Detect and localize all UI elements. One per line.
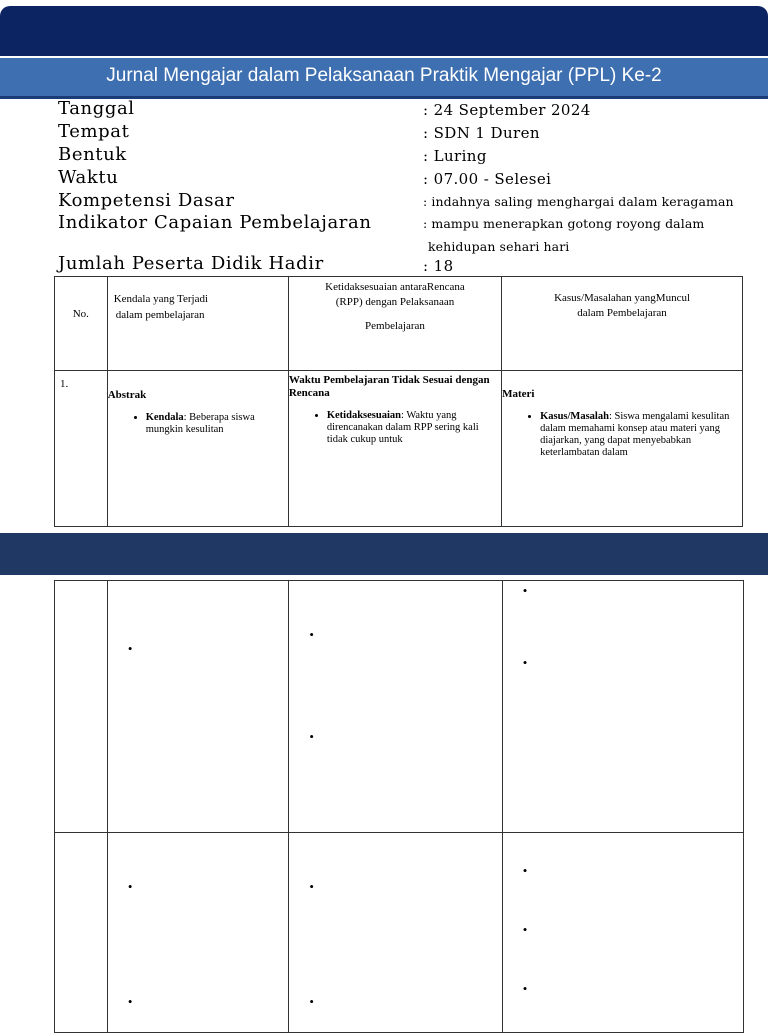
header-ketidaksesuaian: [288, 277, 501, 371]
jumlah-label: Jumlah Peserta Didik Hadir: [58, 253, 324, 274]
page-title: Jurnal Mengajar dalam Pelaksanaan Praktik Mengajar (PPL) Ke-2: [106, 65, 662, 86]
bullet-icon: •: [127, 879, 133, 894]
journal-table-continued: [54, 580, 744, 1033]
title-bar: [0, 58, 768, 99]
header-kasus-line2: dalam Pembelajaran: [577, 307, 667, 319]
tanggal-label: Tanggal: [58, 98, 135, 119]
bullet-icon: •: [522, 863, 528, 878]
row1-ketidak-title: Waktu Pembelajaran Tidak Sesuai dengan Rencana: [288, 374, 490, 399]
bullet-icon: •: [309, 994, 314, 1009]
row3-kendala: [107, 833, 288, 1033]
header-ketidak-line1: Ketidaksesuaian antaraRencana: [325, 281, 465, 293]
row2-kendala: [107, 581, 288, 833]
table-row: [55, 371, 743, 527]
kompetensi-label: Kompetensi Dasar: [58, 190, 235, 211]
row2-kasus: [502, 581, 743, 833]
bentuk-value: : Luring: [423, 147, 487, 165]
header-kendala-line1: Kendala yang Terjadi: [113, 293, 209, 305]
bullet-icon: •: [309, 627, 314, 642]
row1-kendala-title: Abstrak: [107, 389, 147, 401]
top-banner: [0, 6, 768, 56]
indikator-value-line2: kehidupan sehari hari: [428, 239, 570, 254]
table-row: [55, 581, 744, 833]
tempat-label: Tempat: [58, 121, 130, 142]
kompetensi-value: : indahnya saling menghargai dalam keragaman: [423, 194, 734, 209]
header-ketidak-line2: (RPP) dengan Pelaksanaan: [335, 296, 455, 308]
row1-ketidaksesuaian: [288, 371, 501, 527]
bullet-icon: •: [309, 729, 314, 744]
bullet-icon: •: [522, 981, 528, 996]
row1-kendala-item: • Kendala: Beberapa siswa mungkin kesulitan: [146, 412, 282, 436]
waktu-value: : 07.00 - Selesei: [423, 170, 552, 188]
header-kasus-line1: Kasus/Masalahan yangMuncul: [554, 292, 691, 304]
row1-ketidak-item: • Ketidaksesuaian: Waktu yang direncanakan dalam RPP sering kali tidak cukup untuk: [327, 410, 493, 446]
tanggal-value: : 24 September 2024: [423, 101, 591, 119]
table-row: [55, 833, 744, 1033]
bullet-icon: •: [522, 655, 528, 670]
bullet-icon: •: [522, 583, 528, 598]
header-no: No.: [55, 277, 108, 371]
row3-no: [55, 833, 108, 1033]
tempat-value: : SDN 1 Duren: [423, 124, 540, 142]
bullet-icon: •: [309, 879, 314, 894]
bentuk-label: Bentuk: [58, 144, 127, 165]
row1-kasus-title: Materi: [502, 388, 535, 400]
table-header-row: [55, 277, 743, 371]
row1-kasus: [502, 371, 743, 527]
header-ketidak-line3: Pembelajaran: [365, 320, 425, 332]
row1-no: 1.: [55, 371, 108, 527]
row2-no: [55, 581, 108, 833]
header-kendala: [107, 277, 288, 371]
indikator-value-line1: : mampu menerapkan gotong royong dalam: [423, 216, 705, 231]
row3-kasus: [502, 833, 743, 1033]
journal-table: [54, 276, 743, 527]
bullet-icon: •: [127, 641, 133, 656]
row1-kendala: [107, 371, 288, 527]
header-kasus: [502, 277, 743, 371]
row2-ketidaksesuaian: [289, 581, 502, 833]
jumlah-value: : 18: [423, 257, 454, 275]
page-break-band: [0, 533, 768, 575]
bullet-icon: •: [127, 994, 133, 1009]
row1-kasus-item: • Kasus/Masalah: Siswa mengalami kesulitan dalam memahami konsep atau materi yang diajarkan, yang dapat menyebabkan keterlambatan dalam: [540, 411, 738, 459]
waktu-label: Waktu: [58, 167, 119, 188]
row3-ketidaksesuaian: [289, 833, 502, 1033]
bullet-icon: •: [522, 922, 528, 937]
header-kendala-line2: dalam pembelajaran: [115, 309, 205, 321]
indikator-label: Indikator Capaian Pembelajaran: [58, 212, 372, 233]
